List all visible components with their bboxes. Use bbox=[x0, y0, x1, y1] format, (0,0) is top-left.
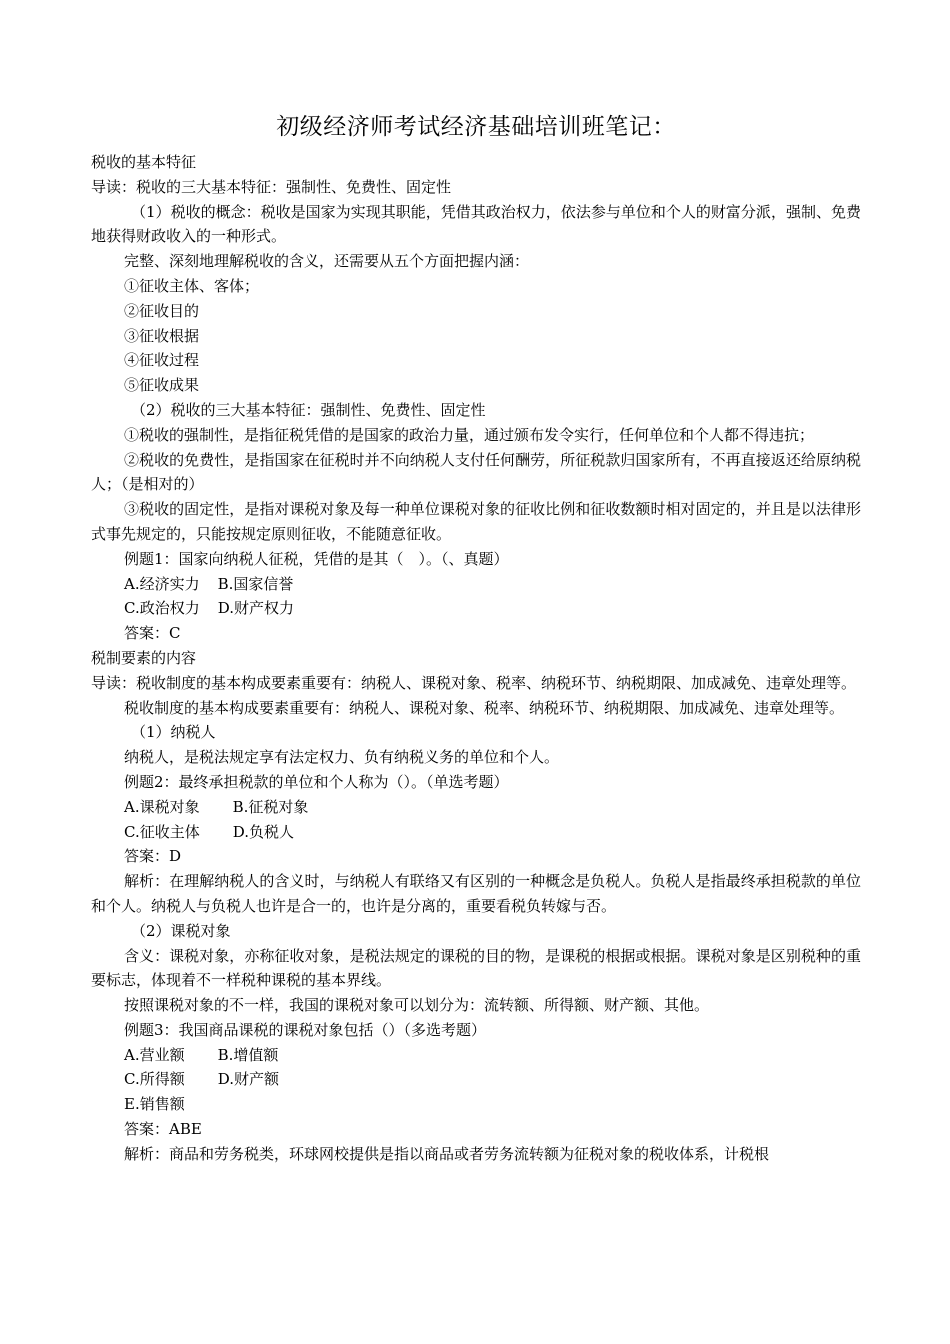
option: B.增值额 bbox=[217, 1045, 279, 1064]
example-options bbox=[91, 820, 861, 845]
example-explanation: 解析：商品和劳务税类，环球网校提供是指以商品或者劳务流转额为征税对象的税收体系，计税根 bbox=[124, 1144, 770, 1163]
option: C.所得额 bbox=[124, 1070, 185, 1089]
subheading: （2）课税对象 bbox=[131, 921, 231, 940]
section-heading: 税制要素的内容 bbox=[91, 648, 197, 667]
list-item: ②征收目的 bbox=[124, 301, 200, 320]
option: A.经济实力 bbox=[124, 574, 200, 593]
example-options bbox=[91, 596, 861, 621]
example-answer: 答案：D bbox=[124, 847, 182, 866]
option: D.财产权力 bbox=[217, 599, 294, 618]
document-title: 初级经济师考试经济基础培训班笔记： bbox=[276, 114, 676, 140]
example-explanation: 解析：在理解纳税人的含义时，与纳税人有联络又有区别的一种概念是负税人。负税人是指最终承担税款的单位和个人。纳税人与负税人也许是合一的，也许是分离的，重要看税负转嫁与否。 bbox=[91, 872, 861, 915]
section-heading: 税收的基本特征 bbox=[91, 153, 197, 171]
example-question: 例题1：国家向纳税人征税，凭借的是其（ ）。（、真题） bbox=[124, 549, 509, 568]
option: A.营业额 bbox=[124, 1045, 185, 1064]
document-page bbox=[91, 112, 861, 1167]
list-item: ④征收过程 bbox=[124, 351, 200, 370]
paragraph: 税收制度的基本构成要素重要有：纳税人、课税对象、税率、纳税环节、纳税期限、加成减免、违章处理等。 bbox=[124, 698, 845, 717]
example-options bbox=[91, 1067, 861, 1092]
paragraph: （1）税收的概念：税收是国家为实现其职能，凭借其政治权力，依法参与单位和个人的财富分派，强制、免费地获得财政收入的一种形式。 bbox=[91, 202, 861, 246]
paragraph: 纳税人，是税法规定享有法定权力、负有纳税义务的单位和个人。 bbox=[124, 748, 560, 767]
paragraph: ②税收的免费性，是指国家在征税时并不向纳税人支付任何酬劳，所征税款归国家所有，不再直接返还给原纳税人；（是相对的） bbox=[91, 450, 861, 494]
example-answer: 答案：ABE bbox=[124, 1120, 202, 1139]
example-question: 例题3：我国商品课税的课税对象包括（）（多选考题） bbox=[124, 1020, 487, 1039]
example-options bbox=[91, 572, 861, 597]
paragraph: ③税收的固定性，是指对课税对象及每一种单位课税对象的征收比例和征收数额时相对固定的，并且是以法律形式事先规定的，只能按规定原则征收，不能随意征收。 bbox=[91, 500, 861, 543]
example-question: 例题2：最终承担税款的单位和个人称为（）。（单选考题） bbox=[124, 772, 509, 791]
option: C.征收主体 bbox=[124, 822, 200, 841]
subheading: （2）税收的三大基本特征：强制性、免费性、固定性 bbox=[131, 400, 486, 419]
list-item: ③征收根据 bbox=[124, 326, 200, 345]
option: B.征税对象 bbox=[232, 797, 309, 816]
section-lead: 导读：税收的三大基本特征：强制性、免费性、固定性 bbox=[91, 177, 452, 196]
example-options bbox=[91, 1043, 861, 1068]
option: A.课税对象 bbox=[124, 797, 200, 816]
option: D.财产额 bbox=[217, 1070, 279, 1089]
list-item: ⑤征收成果 bbox=[124, 376, 200, 395]
paragraph: 按照课税对象的不一样，我国的课税对象可以划分为：流转额、所得额、财产额、其他。 bbox=[124, 996, 710, 1015]
option: E.销售额 bbox=[124, 1095, 185, 1114]
option: B.国家信誉 bbox=[217, 574, 294, 593]
paragraph: 含义：课税对象，亦称征收对象，是税法规定的课税的目的物，是课税的根据或根据。课税对象是区别税种的重要标志，体现着不一样税种课税的基本界线。 bbox=[91, 946, 861, 990]
example-answer: 答案：C bbox=[124, 624, 181, 643]
option: C.政治权力 bbox=[124, 599, 200, 618]
paragraph: ①税收的强制性，是指征税凭借的是国家的政治力量，通过颁布发令实行，任何单位和个人都不得违抗； bbox=[124, 425, 815, 444]
example-options bbox=[91, 795, 861, 820]
option: D.负税人 bbox=[232, 822, 294, 841]
section-lead: 导读：税收制度的基本构成要素重要有：纳税人、课税对象、税率、纳税环节、纳税期限、加成减免、违章处理等。 bbox=[91, 673, 857, 692]
subheading: （1）纳税人 bbox=[131, 723, 216, 742]
list-item: ①征收主体、客体； bbox=[124, 276, 260, 295]
paragraph: 完整、深刻地理解税收的含义，还需要从五个方面把握内涵： bbox=[124, 252, 530, 271]
